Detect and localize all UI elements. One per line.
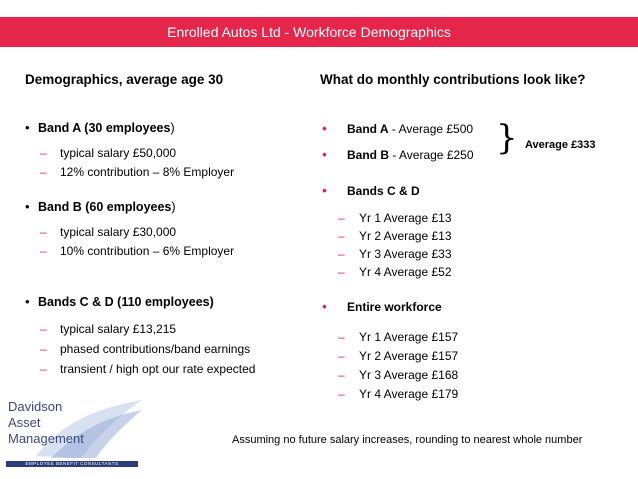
bands-cd-item-2: phased contributions/band earnings [60, 342, 251, 356]
logo-tagline: EMPLOYEE BENEFIT CONSULTANTS [25, 461, 119, 466]
band-a-average: Band A - Average £500 [347, 122, 474, 136]
dash-icon: – [40, 362, 47, 376]
dash-icon: – [338, 229, 345, 243]
bullet-icon: • [322, 120, 327, 136]
entire-yr4: Yr 4 Average £179 [359, 387, 459, 401]
brace-icon: } [496, 118, 518, 158]
bullet-icon: • [25, 294, 30, 309]
dash-icon: – [338, 265, 345, 279]
bands-cd-label: Bands C & D (110 employees) [38, 295, 214, 309]
bands-cd-yr1: Yr 1 Average £13 [359, 211, 452, 225]
bands-cd-item-3: transient / high opt our rate expected [60, 362, 256, 376]
band-b-item-1: typical salary £30,000 [60, 225, 177, 239]
band-a-item-2: 12% contribution – 8% Employer [60, 165, 235, 179]
dash-icon: – [338, 368, 345, 382]
logo-line-1: Davidson [8, 399, 63, 414]
entire-yr3: Yr 3 Average £168 [359, 368, 459, 382]
bullet-icon: • [322, 146, 327, 162]
bands-cd-item-1: typical salary £13,215 [60, 322, 177, 336]
right-heading: What do monthly contributions look like? [320, 72, 586, 87]
dash-icon: – [338, 349, 345, 363]
band-b-item-2: 10% contribution – 6% Employer [60, 244, 235, 258]
dash-icon: – [40, 146, 47, 160]
dash-icon: – [40, 322, 47, 336]
entire-yr1: Yr 1 Average £157 [359, 330, 459, 344]
bullet-icon: • [25, 120, 30, 135]
dash-icon: – [338, 330, 345, 344]
company-logo [6, 398, 144, 468]
dash-icon: – [338, 247, 345, 261]
logo-line-3: Management [8, 431, 84, 446]
bands-cd-yr3: Yr 3 Average £33 [359, 247, 452, 261]
footer-note: Assuming no future salary increases, rounding to nearest whole number [232, 434, 583, 446]
bands-cd-heading: Bands C & D [347, 184, 420, 198]
brace-average-label: Average £333 [525, 139, 596, 151]
entire-yr2: Yr 2 Average £157 [359, 349, 459, 363]
page-title: Enrolled Autos Ltd - Workforce Demographics [167, 24, 451, 40]
bullet-icon: • [25, 199, 30, 214]
dash-icon: – [338, 211, 345, 225]
band-b-average: Band B - Average £250 [347, 148, 474, 162]
dash-icon: – [338, 387, 345, 401]
band-a-label: Band A (30 employees) [38, 121, 175, 135]
bands-cd-yr2: Yr 2 Average £13 [359, 229, 452, 243]
band-a-item-1: typical salary £50,000 [60, 146, 177, 160]
dash-icon: – [40, 342, 47, 356]
bullet-icon: • [322, 182, 327, 198]
title-bar [0, 17, 638, 47]
bullet-icon: • [322, 298, 327, 314]
dash-icon: – [40, 225, 47, 239]
left-heading: Demographics, average age 30 [25, 72, 224, 87]
band-b-label: Band B (60 employees) [38, 200, 176, 214]
bands-cd-yr4: Yr 4 Average £52 [359, 265, 452, 279]
logo-line-2: Asset [8, 415, 41, 430]
entire-workforce-heading: Entire workforce [347, 300, 442, 314]
dash-icon: – [40, 165, 47, 179]
dash-icon: – [40, 244, 47, 258]
